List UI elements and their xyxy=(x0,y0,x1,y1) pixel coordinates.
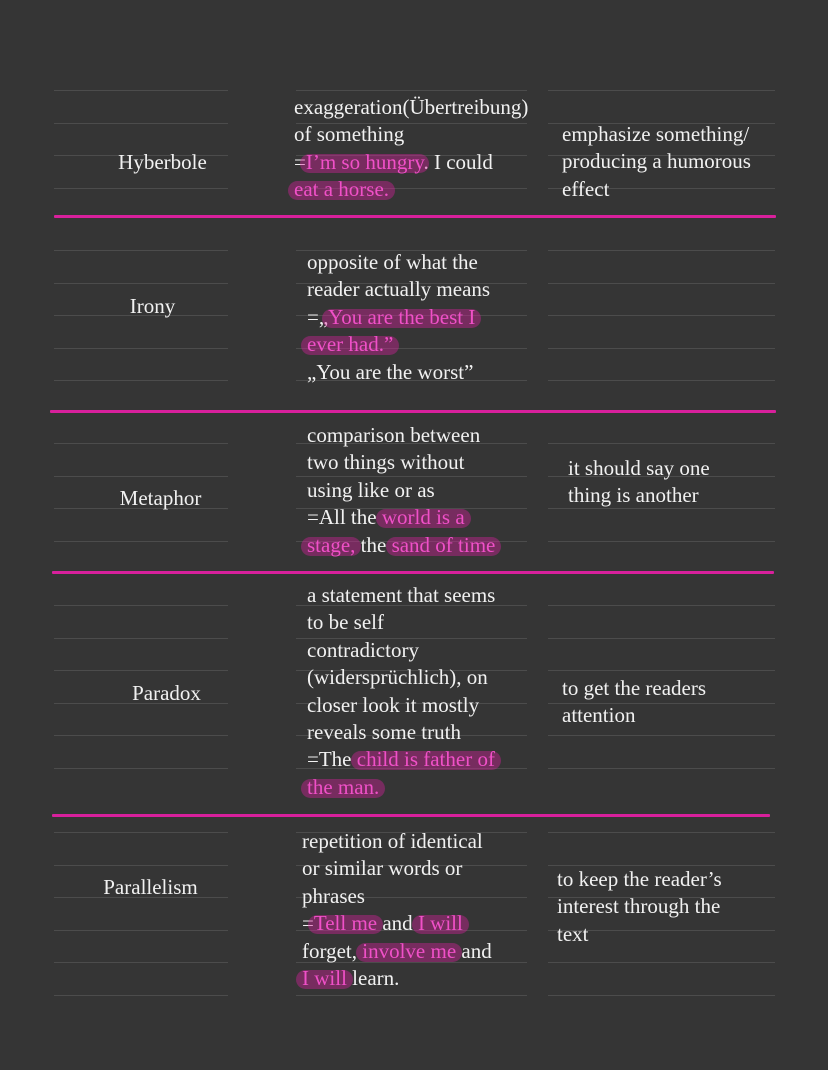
ruled-line xyxy=(548,735,775,736)
text-segment: = xyxy=(302,911,314,936)
highlighted-text: stage, xyxy=(307,532,356,557)
ruled-line xyxy=(548,90,775,91)
ruled-line xyxy=(54,670,228,671)
text-line xyxy=(302,855,492,882)
text-line xyxy=(557,921,722,948)
text-line xyxy=(307,359,490,386)
effect-text xyxy=(562,675,706,730)
text-segment: a statement that seems xyxy=(307,583,496,607)
text-line xyxy=(557,866,722,893)
ruled-line xyxy=(548,832,775,833)
section-divider xyxy=(50,410,776,413)
text-segment: to be self xyxy=(307,610,384,635)
ruled-line xyxy=(548,962,775,963)
ruled-line xyxy=(548,670,775,671)
ruled-line xyxy=(548,541,775,542)
text-segment: to keep the reader’s xyxy=(557,867,722,891)
section-divider xyxy=(54,215,776,218)
text-segment: or similar words or xyxy=(302,856,463,881)
ruled-line xyxy=(54,768,228,769)
highlighted-text: the man. xyxy=(307,774,380,799)
text-line xyxy=(302,828,492,855)
definition-text xyxy=(307,582,495,801)
text-line xyxy=(562,176,751,203)
highlighted-text: You are the best I xyxy=(328,304,476,329)
text-segment: (widersprüchlich), on xyxy=(307,665,488,690)
text-segment: and xyxy=(377,911,418,936)
text-segment: using like or as xyxy=(307,477,435,502)
text-line xyxy=(302,883,492,910)
ruled-line xyxy=(54,832,228,833)
text-line xyxy=(307,609,495,636)
text-line xyxy=(562,148,751,175)
term-label: Parallelism xyxy=(103,875,198,899)
ruled-line xyxy=(548,348,775,349)
ruled-line xyxy=(548,250,775,251)
definition-text xyxy=(294,94,528,204)
term-label: Irony xyxy=(129,294,176,318)
effect-text xyxy=(557,866,722,948)
text-segment: = xyxy=(294,149,306,174)
term-label: Hyberbole xyxy=(118,150,207,174)
text-line xyxy=(307,664,495,691)
text-segment: producing a humorous xyxy=(562,149,751,174)
text-line xyxy=(307,477,495,504)
text-line xyxy=(307,692,495,719)
ruled-line xyxy=(548,380,775,381)
highlighted-text: Tell me xyxy=(313,911,378,936)
highlighted-text: involve me xyxy=(362,938,457,963)
text-segment: emphasize something/ xyxy=(562,122,750,146)
ruled-line xyxy=(54,865,228,866)
definition-text xyxy=(307,249,490,386)
text-segment: of something xyxy=(294,122,405,147)
ruled-line xyxy=(54,380,228,381)
text-segment: effect xyxy=(562,176,610,201)
ruled-line xyxy=(548,283,775,284)
ruled-line xyxy=(54,735,228,736)
section-divider xyxy=(52,814,770,817)
text-line xyxy=(294,149,528,176)
effect-text xyxy=(568,455,710,510)
text-line xyxy=(307,719,495,746)
ruled-line xyxy=(54,90,228,91)
text-line xyxy=(294,121,528,148)
ruled-line xyxy=(54,605,228,606)
text-segment: contradictory xyxy=(307,637,419,662)
text-segment: repetition of identical xyxy=(302,829,483,853)
ruled-line xyxy=(548,443,775,444)
ruled-line xyxy=(54,995,228,996)
text-segment: thing is another xyxy=(568,483,699,508)
text-line xyxy=(307,504,495,531)
text-line xyxy=(307,422,495,449)
text-segment: opposite of what the xyxy=(307,250,478,274)
ruled-line xyxy=(54,348,228,349)
ruled-line xyxy=(548,315,775,316)
definition-text xyxy=(307,422,495,559)
ruled-line xyxy=(54,123,228,124)
highlighted-text: I will xyxy=(302,966,347,991)
ruled-line xyxy=(54,443,228,444)
text-segment: =„ xyxy=(307,304,329,329)
text-line xyxy=(307,582,495,609)
ruled-line xyxy=(54,930,228,931)
highlighted-text: eat a horse. xyxy=(294,177,390,202)
text-segment: attention xyxy=(562,703,636,728)
ruled-line xyxy=(54,541,228,542)
section-divider xyxy=(52,571,774,574)
text-line xyxy=(307,637,495,664)
text-segment: interest through the xyxy=(557,894,721,919)
ruled-line xyxy=(296,995,527,996)
text-line xyxy=(302,910,492,937)
ruled-line xyxy=(296,90,527,91)
text-line xyxy=(294,94,528,121)
highlighted-text: ever had.” xyxy=(307,332,394,357)
ruled-line xyxy=(54,638,228,639)
text-segment: phrases xyxy=(302,883,365,908)
text-segment: it should say one xyxy=(568,456,710,480)
text-segment: two things without xyxy=(307,450,465,475)
text-line xyxy=(307,532,495,559)
text-segment: forget, xyxy=(302,938,363,963)
ruled-line xyxy=(548,638,775,639)
text-line xyxy=(302,938,492,965)
ruled-line xyxy=(54,250,228,251)
text-segment: . I could xyxy=(423,149,493,174)
ruled-line xyxy=(54,188,228,189)
text-segment: reader actually means xyxy=(307,277,491,302)
text-segment: =All the xyxy=(307,505,382,530)
definition-text xyxy=(302,828,492,992)
text-segment: and xyxy=(456,938,492,963)
text-line xyxy=(307,746,495,773)
ruled-line xyxy=(548,995,775,996)
text-segment: =The xyxy=(307,747,357,772)
text-line xyxy=(568,482,710,509)
ruled-line xyxy=(54,283,228,284)
ruled-line xyxy=(548,768,775,769)
text-line xyxy=(557,893,722,920)
text-segment: closer look it mostly xyxy=(307,692,480,717)
text-line xyxy=(307,331,490,358)
text-line xyxy=(307,276,490,303)
ruled-line xyxy=(54,476,228,477)
text-segment: to get the readers xyxy=(562,676,707,700)
text-line xyxy=(562,675,706,702)
text-line xyxy=(307,774,495,801)
text-line xyxy=(294,176,528,203)
ruled-line xyxy=(548,605,775,606)
text-segment: reveals some truth xyxy=(307,720,461,745)
text-segment: comparison between xyxy=(307,423,481,447)
term-label: Paradox xyxy=(132,681,201,705)
text-segment: text xyxy=(557,921,589,946)
text-line xyxy=(562,121,751,148)
text-segment: learn. xyxy=(346,966,400,991)
text-line xyxy=(307,304,490,331)
text-segment: the xyxy=(355,532,392,557)
text-line xyxy=(307,449,495,476)
text-line xyxy=(562,702,706,729)
highlighted-text: sand of time xyxy=(391,532,496,557)
text-line xyxy=(307,249,490,276)
highlighted-text: I will xyxy=(417,911,463,936)
ruled-line xyxy=(54,962,228,963)
text-line xyxy=(568,455,710,482)
highlighted-text: I’m so hungry xyxy=(305,149,424,174)
text-segment: exaggeration(Übertreibung) xyxy=(294,95,529,119)
highlighted-text: child is father of xyxy=(356,747,495,772)
term-label: Metaphor xyxy=(119,486,202,510)
highlighted-text: world is a xyxy=(381,505,465,530)
text-line xyxy=(302,965,492,992)
effect-text xyxy=(562,121,751,203)
text-segment: „You are the worst” xyxy=(307,359,474,384)
